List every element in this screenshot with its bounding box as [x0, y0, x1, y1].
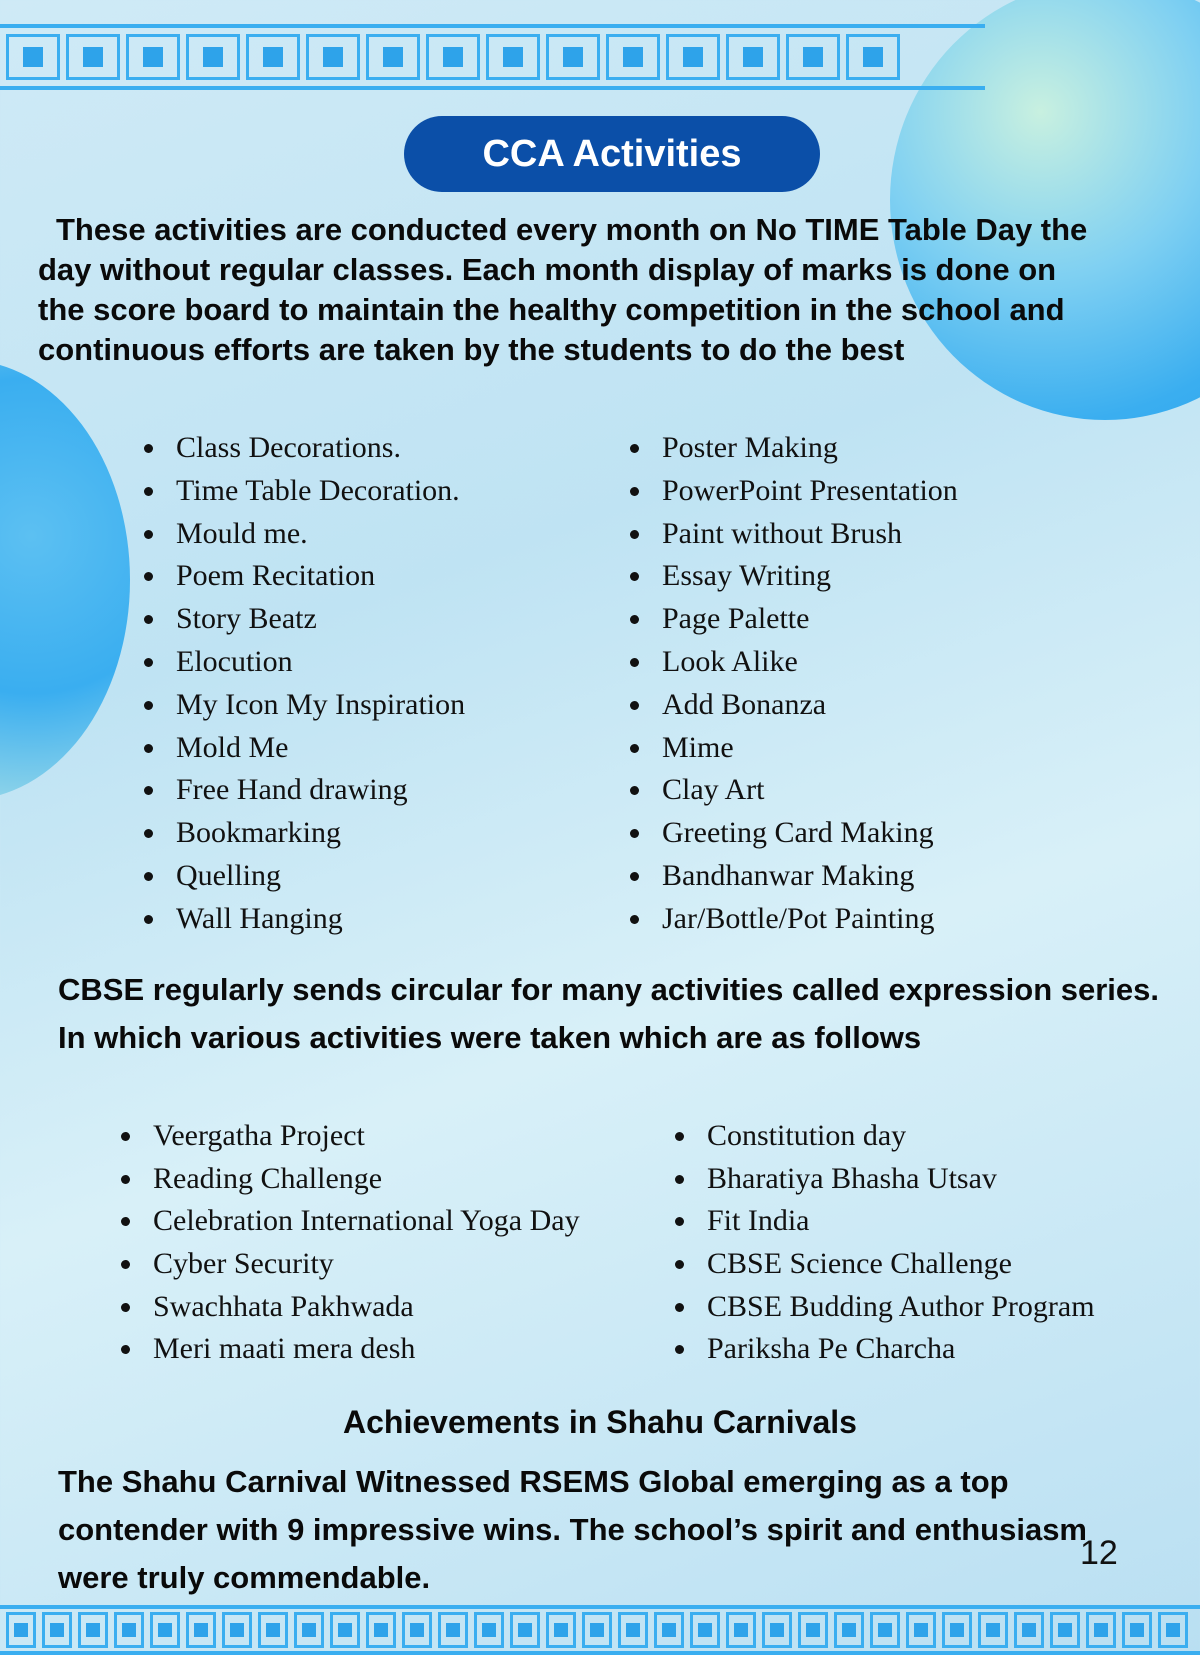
- border-square: [438, 1612, 468, 1648]
- list-item: Bharatiya Bhasha Utsav: [675, 1158, 1095, 1201]
- list-item: Meri maati mera desh: [121, 1328, 580, 1371]
- list-item: Add Bonanza: [630, 684, 958, 727]
- cbse-paragraph: CBSE regularly sends circular for many activities called expression series. In which various activities were taken which are as follows: [58, 972, 1160, 1055]
- border-square: [1086, 1612, 1116, 1648]
- border-square: [258, 1612, 288, 1648]
- page-number: 12: [1080, 1534, 1118, 1572]
- list-item: Essay Writing: [630, 555, 958, 598]
- list-item: Look Alike: [630, 641, 958, 684]
- list-item: Celebration International Yoga Day: [121, 1200, 580, 1243]
- cca-list-right: [630, 427, 958, 941]
- border-square: [546, 1612, 576, 1648]
- border-square: [78, 1612, 108, 1648]
- border-square: [42, 1612, 72, 1648]
- list-item: Cyber Security: [121, 1243, 580, 1286]
- border-square: [114, 1612, 144, 1648]
- border-square: [186, 1612, 216, 1648]
- border-square: [726, 1612, 756, 1648]
- border-square: [1050, 1612, 1080, 1648]
- border-square: [510, 1612, 540, 1648]
- list-item: Poem Recitation: [144, 555, 465, 598]
- border-square: [618, 1612, 648, 1648]
- list-item: Pariksha Pe Charcha: [675, 1328, 1095, 1371]
- border-square: [654, 1612, 684, 1648]
- page-title: CCA Activities: [404, 116, 820, 192]
- list-item: Story Beatz: [144, 598, 465, 641]
- border-square: [606, 34, 660, 80]
- list-item: Quelling: [144, 855, 465, 898]
- border-square: [582, 1612, 612, 1648]
- border-square: [666, 34, 720, 80]
- border-square: [6, 1612, 36, 1648]
- list-item: Wall Hanging: [144, 898, 465, 941]
- list-item: Paint without Brush: [630, 513, 958, 556]
- border-square: [366, 1612, 396, 1648]
- border-square: [474, 1612, 504, 1648]
- list-item: CBSE Budding Author Program: [675, 1286, 1095, 1329]
- list-item: Clay Art: [630, 769, 958, 812]
- intro-paragraph: These activities are conducted every month on No TIME Table Day the day without regular classes. Each month display of marks is done on the score board to maintain the healthy competition in the school and continuous efforts are taken by the students to do the best: [38, 212, 1088, 367]
- list-item: Mold Me: [144, 727, 465, 770]
- border-square: [330, 1612, 360, 1648]
- border-square: [126, 34, 180, 80]
- border-square: [246, 34, 300, 80]
- list-item: Class Decorations.: [144, 427, 465, 470]
- border-square: [834, 1612, 864, 1648]
- border-square: [690, 1612, 720, 1648]
- border-square: [6, 34, 60, 80]
- list-item: Mould me.: [144, 513, 465, 556]
- border-square: [978, 1612, 1008, 1648]
- achievements-paragraph: The Shahu Carnival Witnessed RSEMS Global emerging as a top contender with 9 impressive wins. The school’s spirit and enthusiasm were truly commendable.: [58, 1464, 1087, 1595]
- list-item: Jar/Bottle/Pot Painting: [630, 898, 958, 941]
- list-item: Reading Challenge: [121, 1158, 580, 1201]
- border-square: [294, 1612, 324, 1648]
- border-square: [1122, 1612, 1152, 1648]
- list-item: Page Palette: [630, 598, 958, 641]
- border-square: [798, 1612, 828, 1648]
- list-item: Veergatha Project: [121, 1115, 580, 1158]
- list-item: Time Table Decoration.: [144, 470, 465, 513]
- border-square: [942, 1612, 972, 1648]
- list-item: My Icon My Inspiration: [144, 684, 465, 727]
- bottom-border: [0, 1605, 1200, 1655]
- decorative-blob-left: [0, 360, 130, 800]
- list-item: PowerPoint Presentation: [630, 470, 958, 513]
- border-square: [486, 34, 540, 80]
- border-square: [870, 1612, 900, 1648]
- cca-list-left: [144, 427, 465, 941]
- list-item: Bookmarking: [144, 812, 465, 855]
- border-square: [786, 34, 840, 80]
- border-square: [402, 1612, 432, 1648]
- list-item: Fit India: [675, 1200, 1095, 1243]
- list-item: Elocution: [144, 641, 465, 684]
- list-item: Bandhanwar Making: [630, 855, 958, 898]
- list-item: Greeting Card Making: [630, 812, 958, 855]
- border-square: [1014, 1612, 1044, 1648]
- list-item: Mime: [630, 727, 958, 770]
- list-item: Free Hand drawing: [144, 769, 465, 812]
- top-border: [0, 24, 985, 90]
- border-square: [426, 34, 480, 80]
- border-square: [306, 34, 360, 80]
- cbse-list-left: [121, 1115, 580, 1371]
- list-item: Poster Making: [630, 427, 958, 470]
- list-item: Constitution day: [675, 1115, 1095, 1158]
- border-square: [1158, 1612, 1188, 1648]
- list-item: Swachhata Pakhwada: [121, 1286, 580, 1329]
- border-square: [150, 1612, 180, 1648]
- cbse-list-right: [675, 1115, 1095, 1371]
- achievements-heading: Achievements in Shahu Carnivals: [343, 1404, 857, 1440]
- border-square: [186, 34, 240, 80]
- border-square: [846, 34, 900, 80]
- border-square: [906, 1612, 936, 1648]
- border-square: [762, 1612, 792, 1648]
- border-square: [366, 34, 420, 80]
- list-item: CBSE Science Challenge: [675, 1243, 1095, 1286]
- border-square: [222, 1612, 252, 1648]
- border-square: [546, 34, 600, 80]
- border-square: [726, 34, 780, 80]
- border-square: [66, 34, 120, 80]
